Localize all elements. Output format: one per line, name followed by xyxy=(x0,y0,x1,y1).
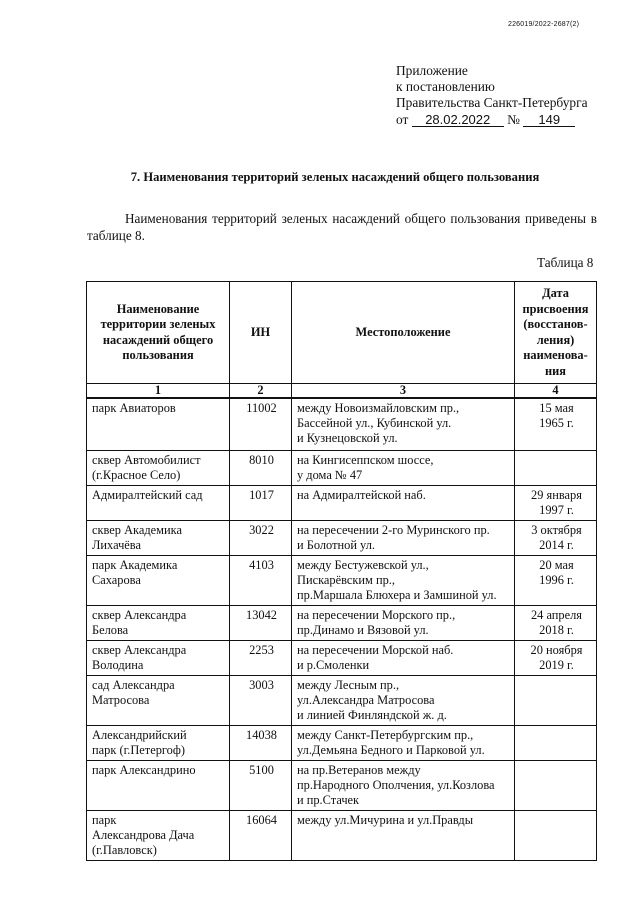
header-text-line: пользования xyxy=(122,348,194,362)
cell-text-line: 16064 xyxy=(246,812,277,827)
cell-location xyxy=(292,450,515,485)
cell-in xyxy=(230,760,292,810)
cell-name xyxy=(87,450,230,485)
cell-text-line: 2253 xyxy=(249,642,274,657)
cell-name xyxy=(87,520,230,555)
cell-date xyxy=(515,398,597,450)
cell-text-line: сквер Александра xyxy=(92,642,187,657)
number-prefix: № xyxy=(507,111,520,127)
cell-text-line: 3 октября xyxy=(531,522,582,537)
cell-text-line: Матросова xyxy=(92,692,150,707)
header-text-line: ления) xyxy=(536,332,575,347)
table-label: Таблица 8 xyxy=(537,255,594,270)
cell-location xyxy=(292,725,515,760)
cell-text-line: 11002 xyxy=(246,401,277,415)
cell-text-line: 1996 г. xyxy=(539,572,574,587)
table-row xyxy=(87,450,597,485)
cell-text-line: 29 января xyxy=(531,487,582,502)
cell-text-line: 8010 xyxy=(249,452,274,467)
cell-text-line: и Кузнецовской ул. xyxy=(297,431,398,445)
cell-text-line: сквер Академика xyxy=(92,522,182,537)
cell-text-line: на пересечении Морского пр., xyxy=(297,607,456,622)
cell-name xyxy=(87,640,230,675)
cell-text-line: 20 мая xyxy=(539,557,574,572)
cell-date xyxy=(515,675,597,725)
from-prefix: от xyxy=(396,111,409,127)
table-row xyxy=(87,398,597,450)
cell-location xyxy=(292,520,515,555)
cell-text-line: на Адмиралтейской наб. xyxy=(297,487,426,502)
cell-text-line: Александрийский xyxy=(92,727,187,742)
cell-text-line: Сахарова xyxy=(92,572,141,587)
cell-date xyxy=(515,760,597,810)
cell-date xyxy=(515,555,597,605)
cell-text-line: между Бестужевской ул., xyxy=(297,557,429,572)
table-row xyxy=(87,640,597,675)
cell-text-line: пр.Народного Ополчения, ул.Козлова xyxy=(297,777,495,792)
cell-text-line: 1017 xyxy=(249,487,274,502)
cell-text-line: парк xyxy=(92,812,117,827)
cell-text-line: 3003 xyxy=(249,677,274,692)
cell-text-line: между Санкт-Петербургским пр., xyxy=(297,727,474,742)
table-row xyxy=(87,675,597,725)
cell-text-line: Бассейной ул., Кубинской ул. xyxy=(297,416,452,430)
cell-in xyxy=(230,605,292,640)
cell-text-line: и пр.Стачек xyxy=(297,792,360,807)
cell-location xyxy=(292,675,515,725)
header-text-line: ния xyxy=(545,363,566,378)
cell-text-line: 1997 г. xyxy=(539,502,574,517)
decree-number: 149 xyxy=(523,113,575,127)
cell-text-line: на пр.Ветеранов между xyxy=(297,762,421,777)
appendix-block xyxy=(396,63,588,128)
appendix-line-3: Правительства Санкт-Петербурга xyxy=(396,95,588,111)
cell-text-line: между ул.Мичурина и ул.Правды xyxy=(297,812,474,827)
cell-text-line: Александрова Дача xyxy=(92,827,195,842)
column-number: 1 xyxy=(87,384,230,399)
cell-in xyxy=(230,725,292,760)
cell-text-line: Пискарёвским пр., xyxy=(297,572,395,587)
table-row xyxy=(87,555,597,605)
cell-name xyxy=(87,760,230,810)
cell-name xyxy=(87,398,230,450)
appendix-line-1: Приложение xyxy=(396,63,468,78)
cell-text-line: 20 ноября xyxy=(530,642,583,657)
cell-text-line: (г.Павловск) xyxy=(92,842,157,857)
table-row xyxy=(87,520,597,555)
cell-text-line: 2018 г. xyxy=(539,622,574,637)
column-number: 2 xyxy=(230,384,292,399)
cell-date xyxy=(515,485,597,520)
cell-text-line: 15 мая xyxy=(539,401,574,415)
table-row xyxy=(87,810,597,860)
header-text-line: (восстанов- xyxy=(523,317,588,331)
column-number: 3 xyxy=(292,384,515,399)
decree-date: 28.02.2022 xyxy=(412,113,504,127)
cell-text-line: 4103 xyxy=(249,557,274,572)
table-row xyxy=(87,725,597,760)
cell-text-line: Белова xyxy=(92,622,129,637)
header-text-line: наименова- xyxy=(523,348,588,362)
cell-text-line: 2014 г. xyxy=(539,537,574,552)
appendix-line-2: к постановлению xyxy=(396,79,495,95)
cell-text-line: 14038 xyxy=(246,727,277,742)
cell-text-line: 13042 xyxy=(246,607,277,622)
cell-text-line: 1965 г. xyxy=(539,416,574,430)
header-in xyxy=(230,282,292,384)
cell-name xyxy=(87,675,230,725)
cell-text-line: сад Александра xyxy=(92,677,175,692)
cell-location xyxy=(292,760,515,810)
cell-text-line: Лихачёва xyxy=(92,537,141,552)
column-number-row xyxy=(87,384,597,399)
cell-text-line: 2019 г. xyxy=(539,657,574,672)
cell-text-line: ул.Александра Матросова xyxy=(297,692,435,707)
green-areas-table xyxy=(86,281,597,861)
cell-text-line: ул.Демьяна Бедного и Парковой ул. xyxy=(297,742,485,757)
cell-text-line: пр.Маршала Блюхера и Замшиной ул. xyxy=(297,587,497,602)
cell-text-line: и Болотной ул. xyxy=(297,537,375,552)
cell-in xyxy=(230,520,292,555)
header-text-line: территории зеленых xyxy=(100,317,216,331)
cell-text-line: 5100 xyxy=(249,762,274,777)
table-body xyxy=(87,398,597,860)
table-row xyxy=(87,760,597,810)
cell-in xyxy=(230,810,292,860)
cell-name xyxy=(87,555,230,605)
cell-name xyxy=(87,725,230,760)
document-id: 226019/2022-2687(2) xyxy=(508,21,580,28)
section-title: 7. Наименования территорий зеленых насаждений общего пользования xyxy=(130,170,540,184)
cell-name xyxy=(87,810,230,860)
table-row xyxy=(87,485,597,520)
intro-paragraph: Наименования территорий зеленых насаждений общего пользования приведены в таблице 8. xyxy=(87,211,597,243)
cell-location xyxy=(292,810,515,860)
cell-date xyxy=(515,640,597,675)
cell-date xyxy=(515,605,597,640)
cell-date xyxy=(515,520,597,555)
cell-text-line: на пересечении 2-го Муринского пр. xyxy=(297,522,490,537)
cell-name xyxy=(87,605,230,640)
cell-text-line: и р.Смоленки xyxy=(297,657,370,672)
cell-date xyxy=(515,810,597,860)
cell-text-line: (г.Красное Село) xyxy=(92,467,181,482)
cell-text-line: парк Александрино xyxy=(92,762,196,777)
cell-text-line: между Лесным пр., xyxy=(297,677,400,692)
header-location xyxy=(292,282,515,384)
cell-text-line: 24 апреля xyxy=(530,607,583,622)
cell-location xyxy=(292,398,515,450)
header-text-line: Наименование xyxy=(116,301,200,316)
cell-text-line: пр.Динамо и Вязовой ул. xyxy=(297,622,429,637)
header-text-line: Дата xyxy=(542,286,569,300)
header-text-line: Местоположение xyxy=(355,324,451,339)
cell-text-line: парк Авиаторов xyxy=(92,401,176,415)
cell-in xyxy=(230,675,292,725)
header-text-line: насаждений общего xyxy=(102,332,214,347)
cell-text-line: сквер Автомобилист xyxy=(92,452,201,467)
cell-text-line: парк (г.Петергоф) xyxy=(92,742,186,757)
cell-text-line: 3022 xyxy=(249,522,274,537)
cell-date xyxy=(515,725,597,760)
cell-text-line: у дома № 47 xyxy=(297,467,363,482)
cell-in xyxy=(230,555,292,605)
cell-text-line: на Кингисеппском шоссе, xyxy=(297,452,434,467)
header-name xyxy=(87,282,230,384)
table-row xyxy=(87,605,597,640)
cell-location xyxy=(292,555,515,605)
cell-text-line: сквер Александра xyxy=(92,607,187,622)
cell-date xyxy=(515,450,597,485)
cell-text-line: между Новоизмайловским пр., xyxy=(297,401,460,415)
cell-in xyxy=(230,450,292,485)
header-text-line: ИН xyxy=(250,324,271,339)
cell-in xyxy=(230,640,292,675)
table-header-row xyxy=(87,282,597,384)
cell-location xyxy=(292,605,515,640)
column-number: 4 xyxy=(515,384,597,399)
cell-location xyxy=(292,485,515,520)
header-date xyxy=(515,282,597,384)
cell-in xyxy=(230,485,292,520)
appendix-date-line xyxy=(396,112,588,128)
cell-text-line: и линией Финляндской ж. д. xyxy=(297,707,447,722)
cell-in xyxy=(230,398,292,450)
cell-name xyxy=(87,485,230,520)
header-text-line: присвоения xyxy=(522,301,589,316)
cell-text-line: Володина xyxy=(92,657,144,672)
cell-text-line: Адмиралтейский сад xyxy=(92,487,203,502)
cell-text-line: на пересечении Морской наб. xyxy=(297,642,454,657)
cell-text-line: парк Академика xyxy=(92,557,178,572)
cell-location xyxy=(292,640,515,675)
